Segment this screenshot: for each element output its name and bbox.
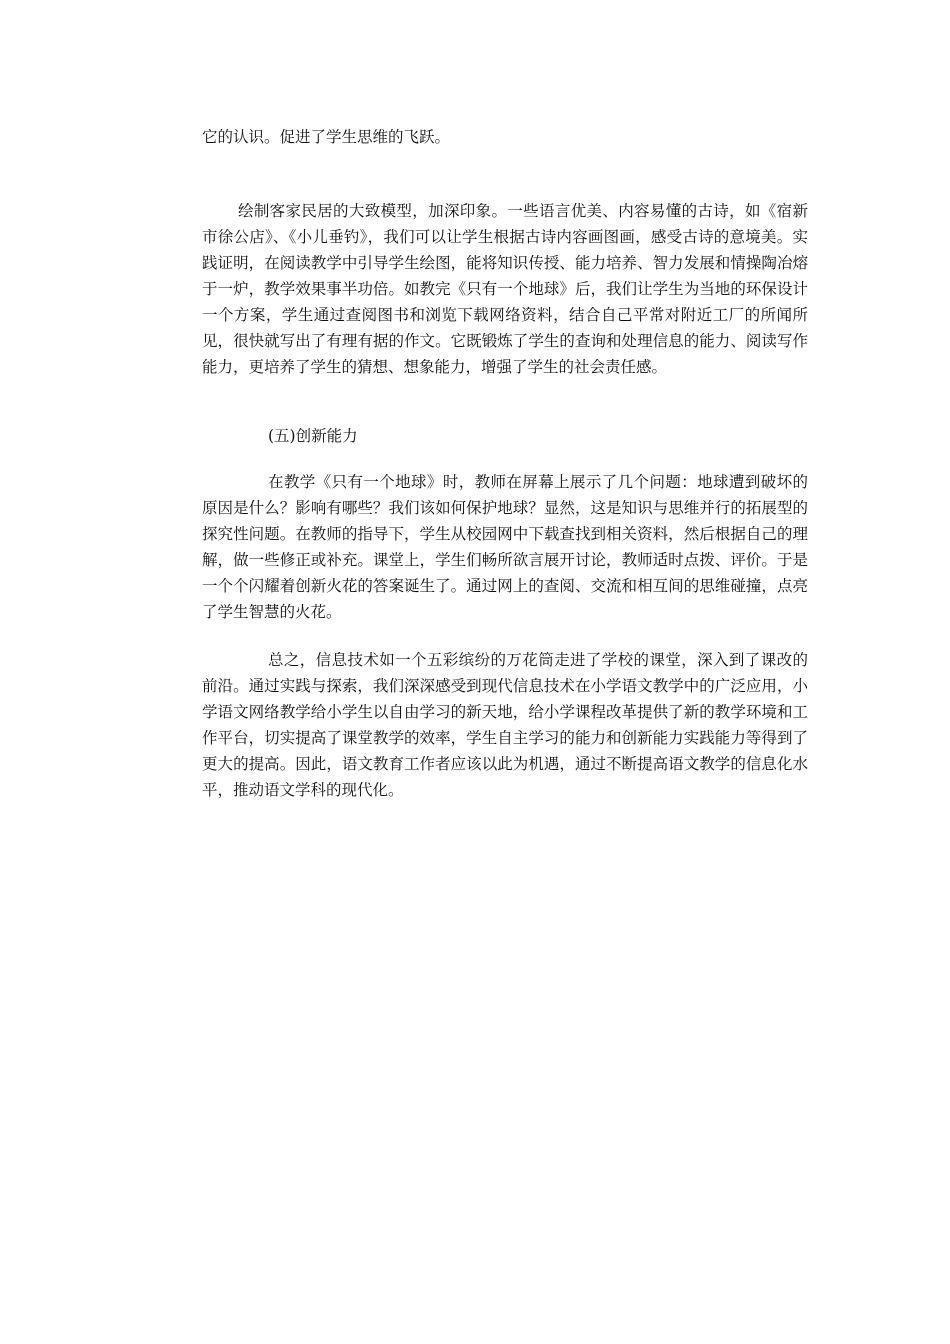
paragraph-drawing-poems: 绘制客家民居的大致模型，加深印象。一些语言优美、内容易懂的古诗，如《宿新市徐公店》、《小儿垂钓》，我们可以让学生根据古诗内容画图画，感受古诗的意境美。实践证明，在阅读教学中引导学生绘图，能将知识传授、能力培养、智力发展和情操陶冶熔于一炉，教学效果事半功倍。如教完《只有一个地球》后，我们让学生为当地的环保设计一个方案，学生通过查阅图书和浏览下载网络资料，结合自己平常对附近工厂的所闻所见，很快就写出了有理有据的作文。它既锻炼了学生的查询和处理信息的能力、阅读写作能力，更培养了学生的猜想、想象能力，增强了学生的社会责任感。	[202, 202, 808, 376]
paragraph-conclusion: 总之，信息技术如一个五彩缤纷的万花筒走进了学校的课堂，深入到了课改的前沿。通过实践与探索，我们深深感受到现代信息技术在小学语文教学中的广泛应用，小学语文网络教学给小学生以自由学习的新天地，给小学课程改革提供了新的教学环境和工作平台，切实提高了课堂教学的效率，学生自主学习的能力和创新能力实践能力等得到了更大的提高。因此，语文教育工作者应该以此为机遇，通过不断提高语文教学的信息化水平，推动语文学科的现代化。	[202, 651, 808, 799]
paragraph-continuation: 它的认识。促进了学生思维的飞跃。	[202, 128, 451, 146]
paragraph-one-earth-lesson: 在教学《只有一个地球》时，教师在屏幕上展示了几个问题：地球遭到破坏的原因是什么？影响有哪些？我们该如何保护地球？显然，这是知识与思维并行的拓展型的探究性问题。在教师的指导下，学生从校园网中下载查找到相关资料，然后根据自己的理解，做一些修正或补充。课堂上，学生们畅所欲言展开讨论，教师适时点拨、评价。于是一个个闪耀着创新火花的答案诞生了。通过网上的查阅、交流和相互间的思维碰撞，点亮了学生智慧的火花。	[202, 473, 808, 621]
section-heading-innovation: (五)创新能力	[268, 427, 358, 445]
